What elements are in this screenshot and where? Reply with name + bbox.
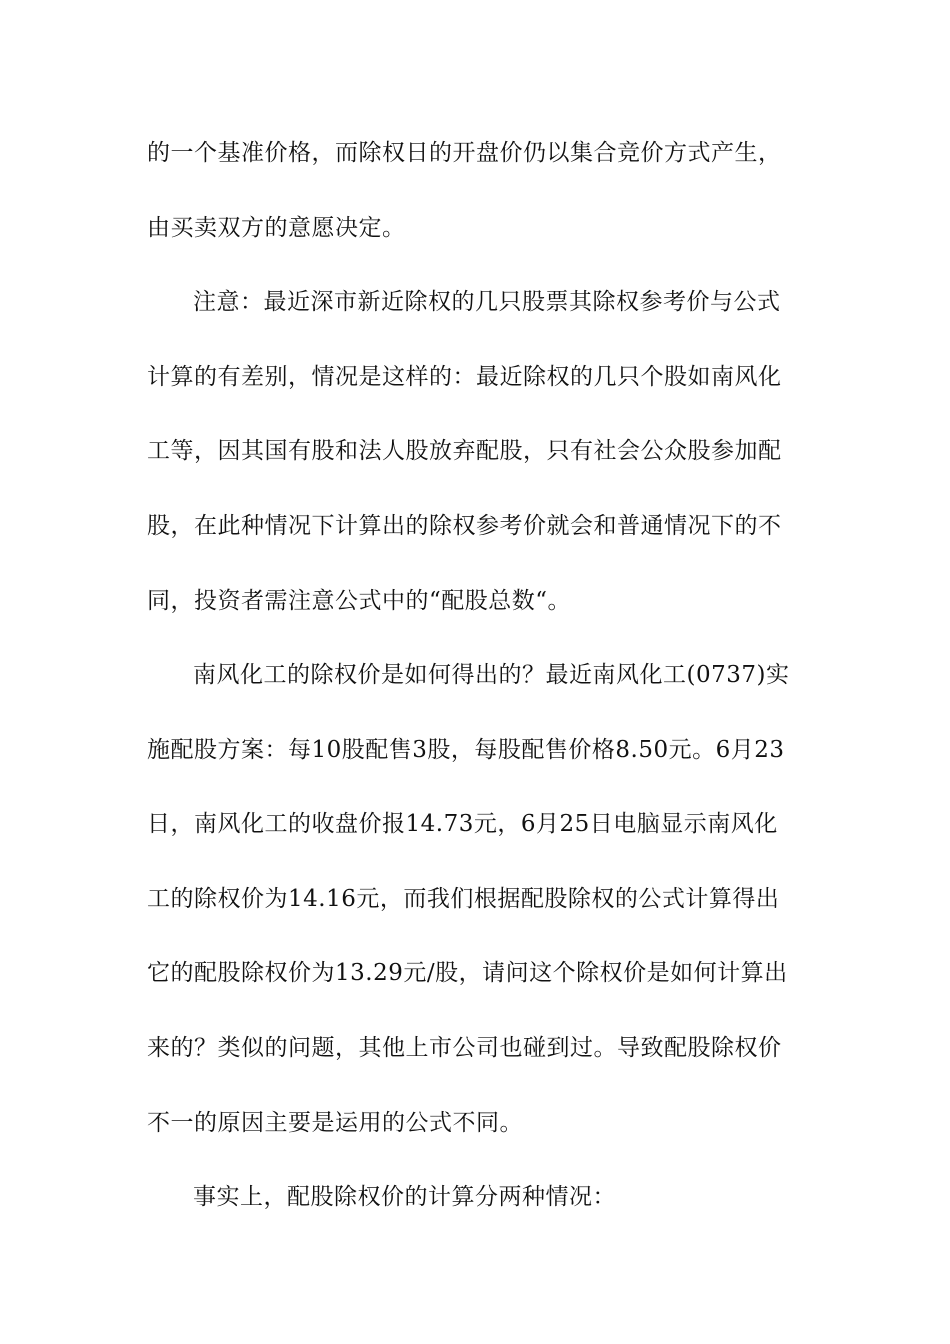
text-line-10: 日，南风化工的收盘价报14.73元，6月25日电脑显示南风化 bbox=[147, 811, 778, 837]
text-line-6: 股，在此种情况下计算出的除权参考价就会和普通情况下的不 bbox=[147, 513, 782, 539]
text-line-4: 计算的有差别，情况是这样的：最近除权的几只个股如南风化 bbox=[147, 364, 782, 390]
text-line-15: 事实上，配股除权价的计算分两种情况： bbox=[193, 1184, 616, 1210]
text-line-8: 南风化工的除权价是如何得出的？最近南风化工(0737)实 bbox=[193, 662, 790, 688]
text-line-11: 工的除权价为14.16元，而我们根据配股除权的公式计算得出 bbox=[147, 886, 780, 912]
text-line-13: 来的？类似的问题，其他上市公司也碰到过。导致配股除权价 bbox=[147, 1035, 782, 1061]
text-line-5: 工等，因其国有股和法人股放弃配股，只有社会公众股参加配 bbox=[147, 438, 782, 464]
text-line-1: 的一个基准价格，而除权日的开盘价仍以集合竞价方式产生， bbox=[147, 140, 782, 166]
text-line-2: 由买卖双方的意愿决定。 bbox=[147, 215, 406, 241]
text-line-3: 注意：最近深市新近除权的几只股票其除权参考价与公式 bbox=[193, 289, 781, 315]
text-line-9: 施配股方案：每10股配售3股，每股配售价格8.50元。6月23 bbox=[147, 737, 785, 763]
text-line-14: 不一的原因主要是运用的公式不同。 bbox=[147, 1110, 523, 1136]
text-line-12: 它的配股除权价为13.29元/股，请问这个除权价是如何计算出 bbox=[147, 960, 788, 986]
text-line-7: 同，投资者需注意公式中的“配股总数“。 bbox=[147, 588, 572, 614]
